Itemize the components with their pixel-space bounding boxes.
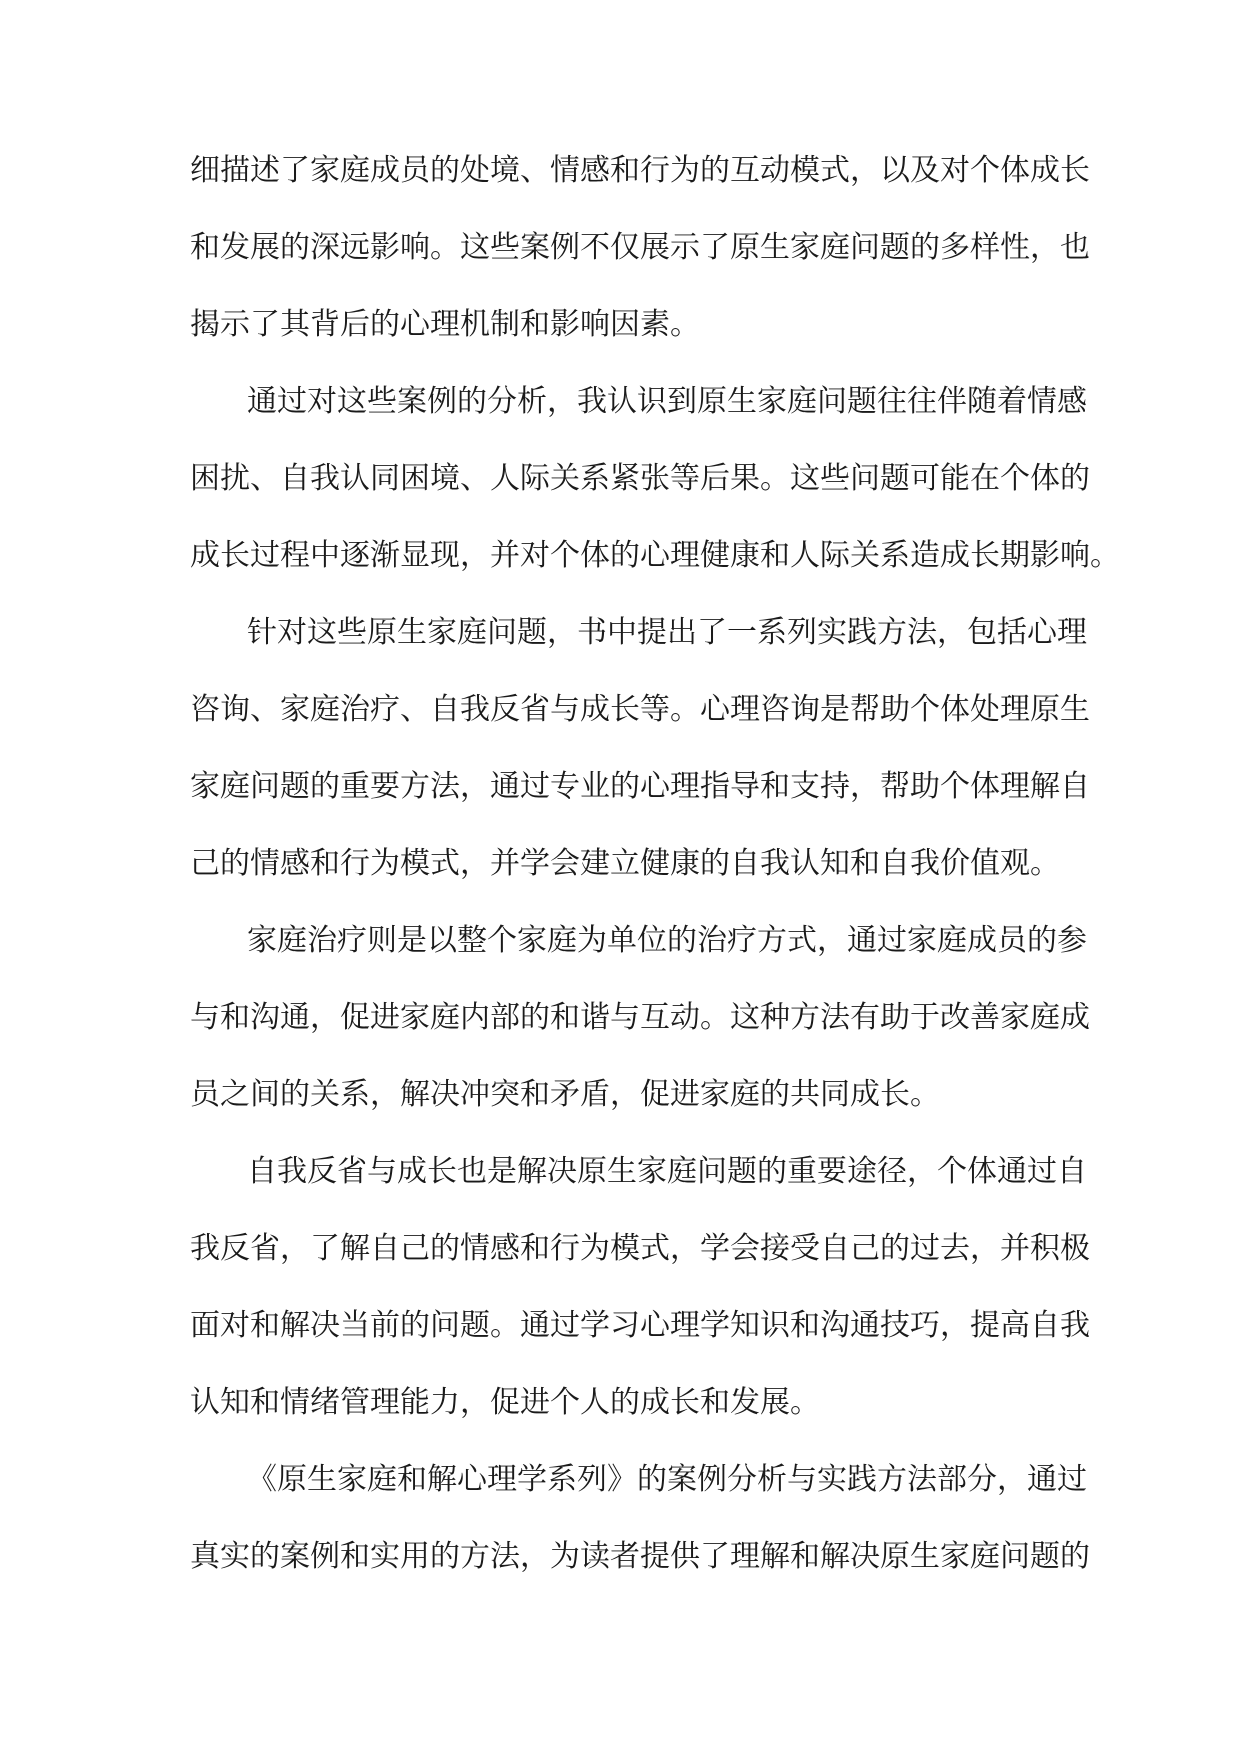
- text-line: 咨询、家庭治疗、自我反省与成长等。心理咨询是帮助个体处理原生: [190, 692, 1090, 727]
- text-line: 面对和解决当前的问题。通过学习心理学知识和沟通技巧，提高自我: [190, 1308, 1090, 1343]
- text-line: 细描述了家庭成员的处境、情感和行为的互动模式，以及对个体成长: [190, 153, 1090, 188]
- text-line: 和发展的深远影响。这些案例不仅展示了原生家庭问题的多样性，也: [190, 230, 1090, 265]
- paragraph-first-line: 《原生家庭和解心理学系列》的案例分析与实践方法部分，通过: [247, 1462, 1087, 1497]
- paragraph-first-line: 通过对这些案例的分析，我认识到原生家庭问题往往伴随着情感: [247, 384, 1087, 419]
- text-line: 员之间的关系，解决冲突和矛盾，促进家庭的共同成长。: [190, 1077, 940, 1112]
- text-line: 家庭问题的重要方法，通过专业的心理指导和支持，帮助个体理解自: [190, 769, 1090, 804]
- text-line: 我反省，了解自己的情感和行为模式，学会接受自己的过去，并积极: [190, 1231, 1090, 1266]
- body-text: [190, 132, 1120, 1595]
- text-line: 己的情感和行为模式，并学会建立健康的自我认知和自我价值观。: [190, 846, 1060, 881]
- text-line: 成长过程中逐渐显现，并对个体的心理健康和人际关系造成长期影响。: [190, 538, 1120, 573]
- text-line: 困扰、自我认同困境、人际关系紧张等后果。这些问题可能在个体的: [190, 461, 1090, 496]
- text-line: 与和沟通，促进家庭内部的和谐与互动。这种方法有助于改善家庭成: [190, 1000, 1090, 1035]
- paragraph-first-line: 针对这些原生家庭问题，书中提出了一系列实践方法，包括心理: [247, 615, 1087, 650]
- text-line: 揭示了其背后的心理机制和影响因素。: [190, 307, 700, 342]
- paragraph-first-line: 自我反省与成长也是解决原生家庭问题的重要途径，个体通过自: [247, 1154, 1087, 1189]
- text-line: 真实的案例和实用的方法，为读者提供了理解和解决原生家庭问题的: [190, 1539, 1090, 1574]
- text-line: 认知和情绪管理能力，促进个人的成长和发展。: [190, 1385, 820, 1420]
- paragraph-first-line: 家庭治疗则是以整个家庭为单位的治疗方式，通过家庭成员的参: [247, 923, 1087, 958]
